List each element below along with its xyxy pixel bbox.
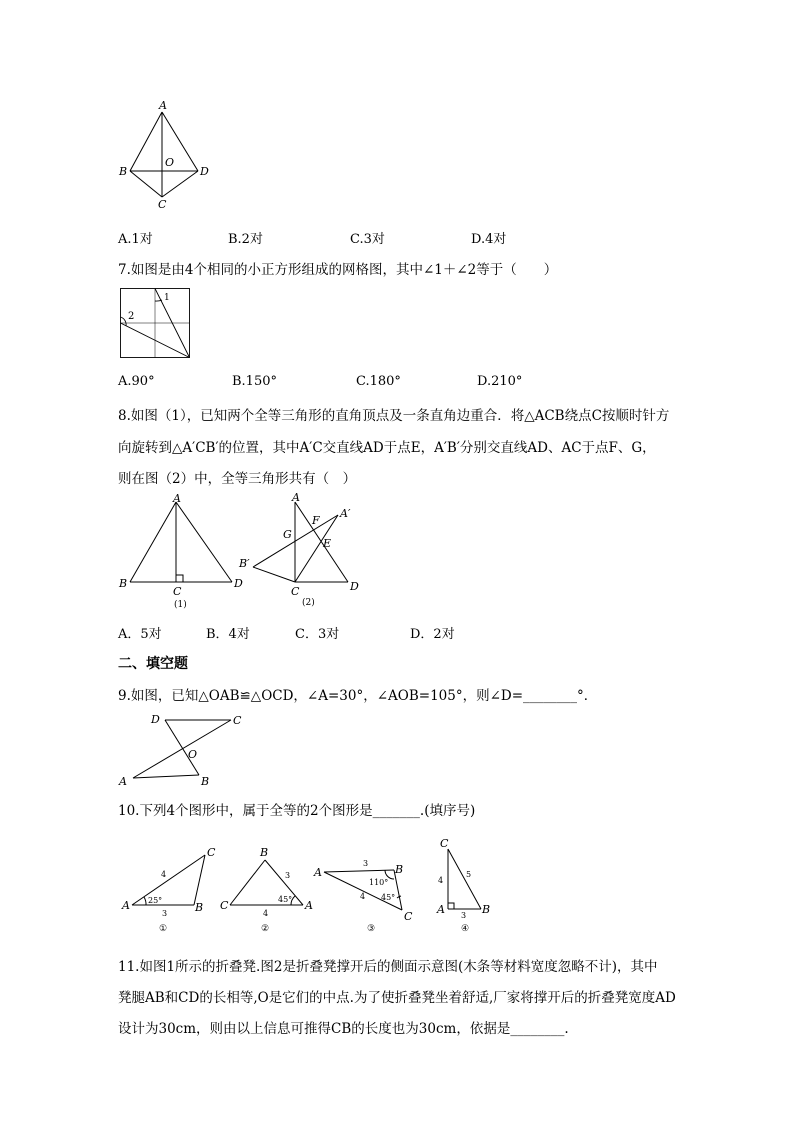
q7-option-d[interactable]: D.210° [477, 374, 523, 389]
q8-f1-label-b: B [119, 577, 128, 590]
q7-option-c[interactable]: C.180° [356, 374, 401, 389]
q8-f2-label-a: A [292, 491, 300, 504]
q9-stem: 9.如图，已知△OAB≌△OCD，∠A=30°，∠AOB=105°，则∠D=________°． [118, 688, 598, 704]
q10-f3-number: ③ [367, 924, 376, 934]
q8-option-b[interactable]: B．4对 [206, 627, 250, 642]
q8-f2-label-g: G [283, 528, 292, 541]
q8-f2-label-c: C [291, 585, 300, 598]
q8-f1-caption: (1) [174, 600, 187, 610]
q8-f2-label-a1: A′ [340, 507, 351, 520]
q8-f2-label-f: F [312, 514, 320, 527]
q10-f1-number: ① [159, 924, 168, 934]
q8-option-c[interactable]: C．3对 [295, 627, 340, 642]
q10-f4-side-5: 5 [466, 870, 472, 879]
q10-f4-label-c: C [440, 837, 449, 850]
q7-angle-2-label: 2 [128, 311, 135, 322]
q10-f2-label-c: C [220, 899, 229, 912]
q10-f3-side-3: 3 [363, 859, 369, 868]
q8-f2-label-b1: B′ [239, 557, 250, 570]
q7-angle-1-label: 1 [164, 293, 170, 303]
q9-label-d: D [151, 713, 160, 726]
q9-figure [112, 710, 252, 790]
section-fill-in-title: 二、填空题 [118, 656, 188, 672]
q10-f1-angle: 25° [148, 896, 163, 905]
q8-f2-label-e: E [323, 537, 332, 550]
q8-option-a[interactable]: A．5对 [118, 627, 162, 642]
q10-f2-label-b: B [260, 846, 269, 859]
q10-f3-side-4: 4 [360, 892, 366, 901]
q8-stem-line1: 8.如图（1），已知两个全等三角形的直角顶点及一条直角边重合．将△ACB绕点C按顺时针方 [118, 408, 670, 424]
q8-f2-label-d: D [350, 580, 359, 593]
q10-f2-side-3: 3 [285, 871, 291, 880]
q6-option-b[interactable]: B.2对 [228, 232, 263, 247]
q10-stem: 10.下列4个图形中，属于全等的2个图形是_______.(填序号) [118, 803, 476, 819]
q11-stem-line2: 凳腿AB和CD的长相等,O是它们的中点.为了使折叠凳坐着舒适,厂家将撑开后的折叠凳宽度AD [118, 990, 676, 1006]
q10-f3-label-a: A [314, 866, 322, 879]
q8-f1-label-a: A [173, 492, 181, 505]
q10-f4-number: ④ [461, 924, 470, 934]
q10-f4-side-4: 4 [438, 876, 444, 885]
q10-f2-label-a: A [305, 899, 313, 912]
q7-option-a[interactable]: A.90° [118, 374, 155, 389]
q8-figure-2 [235, 492, 365, 614]
q10-f1-label-a: A [122, 899, 130, 912]
q6-option-a[interactable]: A.1对 [118, 232, 153, 247]
q6-label-c: C [158, 198, 167, 211]
q8-f2-caption: (2) [302, 598, 315, 608]
q6-option-c[interactable]: C.3对 [350, 232, 385, 247]
q8-stem-line3: 则在图（2）中，全等三角形共有（ ） [118, 471, 357, 487]
q6-option-d[interactable]: D.4对 [471, 232, 507, 247]
q10-f2-angle: 45° [278, 895, 293, 904]
q9-label-o: O [188, 748, 198, 761]
q6-label-b: B [119, 165, 128, 178]
q8-f1-label-c: C [173, 585, 182, 598]
q10-f2-number: ② [261, 924, 270, 934]
q10-f4-side-3: 3 [461, 911, 467, 920]
q8-f1-label-d: D [234, 577, 243, 590]
q10-f3-label-c: C [404, 910, 413, 923]
q10-f1-side-3: 3 [162, 909, 168, 918]
q8-option-d[interactable]: D．2对 [410, 627, 455, 642]
q10-f2-side-4: 4 [263, 909, 269, 918]
q10-f1-label-b: B [195, 901, 204, 914]
q11-stem-line1: 11.如图1所示的折叠凳.图2是折叠凳撑开后的侧面示意图(木条等材料宽度忽略不计)，其中 [118, 959, 658, 975]
q10-f1-side-4: 4 [161, 870, 167, 879]
q10-f3-angle-110: 110° [369, 878, 389, 887]
q10-f3-label-b: B [395, 863, 404, 876]
q10-f3-angle-45: 45° [381, 893, 396, 902]
q10-f4-label-b: B [482, 903, 491, 916]
q10-f4-label-a: A [437, 903, 445, 916]
q7-stem: 7.如图是由4个相同的小正方形组成的网格图，其中∠1＋∠2等于（ ） [118, 262, 558, 278]
q10-f1-label-c: C [207, 846, 216, 859]
q9-label-b: B [201, 775, 210, 788]
q11-stem-line3: 设计为30cm，则由以上信息可推得CB的长度也为30cm，依据是________. [118, 1021, 569, 1037]
q10-figures [115, 834, 495, 936]
q6-label-o: O [165, 156, 175, 169]
q8-figure-1 [115, 492, 250, 614]
q7-option-b[interactable]: B.150° [232, 374, 277, 389]
q8-stem-line2: 向旋转到△A′CB′的位置，其中A′C交直线AD于点E，A′B′分别交直线AD、AC于点F、G， [118, 440, 656, 456]
q6-label-a: A [159, 99, 167, 112]
q6-label-d: D [200, 165, 209, 178]
q9-label-a: A [119, 775, 127, 788]
q9-label-c: C [233, 714, 242, 727]
q6-kite-figure [110, 100, 220, 215]
q7-grid-figure [120, 288, 192, 360]
